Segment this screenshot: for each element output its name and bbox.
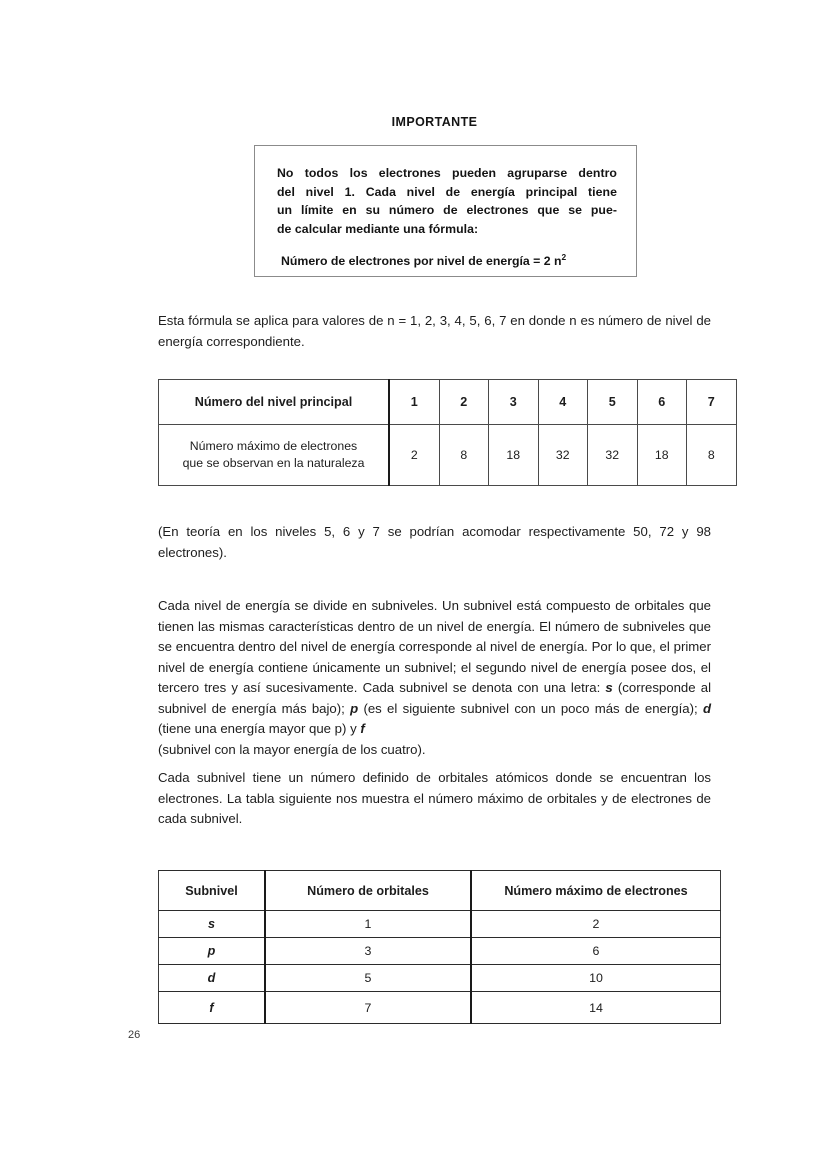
paragraph-subniveles xyxy=(158,596,711,760)
paragraph-teoria: (En teoría en los niveles 5, 6 y 7 se podrían acomodar respectivamente 50, 72 y 98 electrones). xyxy=(158,524,711,560)
subniveles-text-g: (subnivel con la mayor energía de los cuatro). xyxy=(158,741,426,757)
formula-text: Número de electrones por nivel de energía = 2 n xyxy=(281,254,562,269)
subniveles-text-e: (tiene una energía mayor que p) y xyxy=(158,721,361,736)
paragraph-formula-note: Esta fórmula se aplica para valores de n = 1, 2, 3, 4, 5, 6, 7 en donde n es número de nivel de energía correspondiente. xyxy=(158,313,711,349)
table-header-level-6: 6 xyxy=(637,380,687,425)
subniveles-text-c: (es el siguiente subnivel con un poco más de energía); xyxy=(358,700,703,716)
callout-heading: IMPORTANTE xyxy=(391,115,478,129)
page-number: 26 xyxy=(128,1029,141,1041)
sublevels-header-orbitales: Número de orbitales xyxy=(265,871,471,911)
table-cell-electrons-4: 32 xyxy=(538,425,588,486)
sublevels-cell-subnivel-f: f xyxy=(159,992,266,1024)
callout-line-1: No todos los electrones pueden agruparse dentro xyxy=(277,166,617,180)
table-row xyxy=(159,380,737,425)
sublevel-letter-f: f xyxy=(360,721,365,736)
table-row-label xyxy=(159,425,390,486)
subniveles-text-a: Cada nivel de energía se divide en subniveles. Un subnivel está compuesto de orbitales que tienen las mismas características dentro de un nivel de energía. El número de subniveles que se encuentra dentro del nivel de energía corresponde al nivel de energía. Por lo que, el primer nivel de energía contiene únicamente un subnivel; el segundo nivel de energía posee dos, el tercero tres y así sucesivamente. Cada subnivel se denota con una letra: xyxy=(158,598,711,695)
formula-exponent: 2 xyxy=(561,252,567,263)
table-cell-electrons-1: 2 xyxy=(389,425,439,486)
table-header-level-4: 4 xyxy=(538,380,588,425)
sublevels-cell-electrones-d: 10 xyxy=(471,965,721,992)
table-row-label-line2: que se observan en la naturaleza xyxy=(182,456,365,470)
table-row-label-line1: Número máximo de electrones xyxy=(189,438,358,453)
table-header-level-2: 2 xyxy=(439,380,489,425)
sublevels-cell-orbitales-f: 7 xyxy=(265,992,471,1024)
table-cell-electrons-3: 18 xyxy=(489,425,539,486)
callout-box xyxy=(254,145,637,277)
table-row xyxy=(159,425,737,486)
callout-paragraph xyxy=(277,164,617,238)
table-sublevels xyxy=(158,870,721,1024)
callout-line-4: de calcular mediante una fórmula: xyxy=(277,221,479,236)
table-header-level-1: 1 xyxy=(389,380,439,425)
table-header-level-5: 5 xyxy=(588,380,638,425)
sublevels-cell-subnivel-d: d xyxy=(159,965,266,992)
callout-line-3: un límite en su número de electrones que se pue- xyxy=(277,203,617,218)
sublevels-cell-orbitales-p: 3 xyxy=(265,938,471,965)
sublevels-header-electrones: Número máximo de electrones xyxy=(471,871,721,911)
table-row xyxy=(159,965,721,992)
table-cell-electrons-5: 32 xyxy=(588,425,638,486)
sublevels-cell-orbitales-d: 5 xyxy=(265,965,471,992)
sublevel-letter-d: d xyxy=(702,700,711,716)
table-header-level-3: 3 xyxy=(489,380,539,425)
sublevels-header-subnivel: Subnivel xyxy=(159,871,266,911)
table-row xyxy=(159,911,721,938)
callout-line-2: del nivel 1. Cada nivel de energía principal tiene xyxy=(277,184,617,199)
sublevels-cell-electrones-f: 14 xyxy=(471,992,721,1024)
table-header-level-7: 7 xyxy=(687,380,737,425)
sublevels-cell-subnivel-p: p xyxy=(159,938,266,965)
sublevels-cell-electrones-p: 6 xyxy=(471,938,721,965)
table-cell-electrons-7: 8 xyxy=(687,425,737,486)
table-cell-electrons-6: 18 xyxy=(637,425,687,486)
subniveles-text-b: (corresponde al subnivel de energía más bajo); xyxy=(158,680,711,716)
sublevel-letter-p: p xyxy=(350,700,359,716)
sublevel-letter-s: s xyxy=(605,680,613,695)
sublevels-cell-subnivel-s: s xyxy=(159,911,266,938)
table-row xyxy=(159,938,721,965)
callout-formula xyxy=(277,253,617,270)
sublevels-cell-electrones-s: 2 xyxy=(471,911,721,938)
paragraph-orbitales: Cada subnivel tiene un número definido de orbitales atómicos donde se encuentran los electrones. La tabla siguiente nos muestra el número máximo de orbitales y de electrones de cada subnivel. xyxy=(158,770,711,826)
sublevels-cell-orbitales-s: 1 xyxy=(265,911,471,938)
table-header-label: Número del nivel principal xyxy=(159,380,390,425)
table-cell-electrons-2: 8 xyxy=(439,425,489,486)
table-principal-levels xyxy=(158,379,737,486)
table-row xyxy=(159,992,721,1024)
callout-content xyxy=(277,164,617,270)
table-row xyxy=(159,871,721,911)
